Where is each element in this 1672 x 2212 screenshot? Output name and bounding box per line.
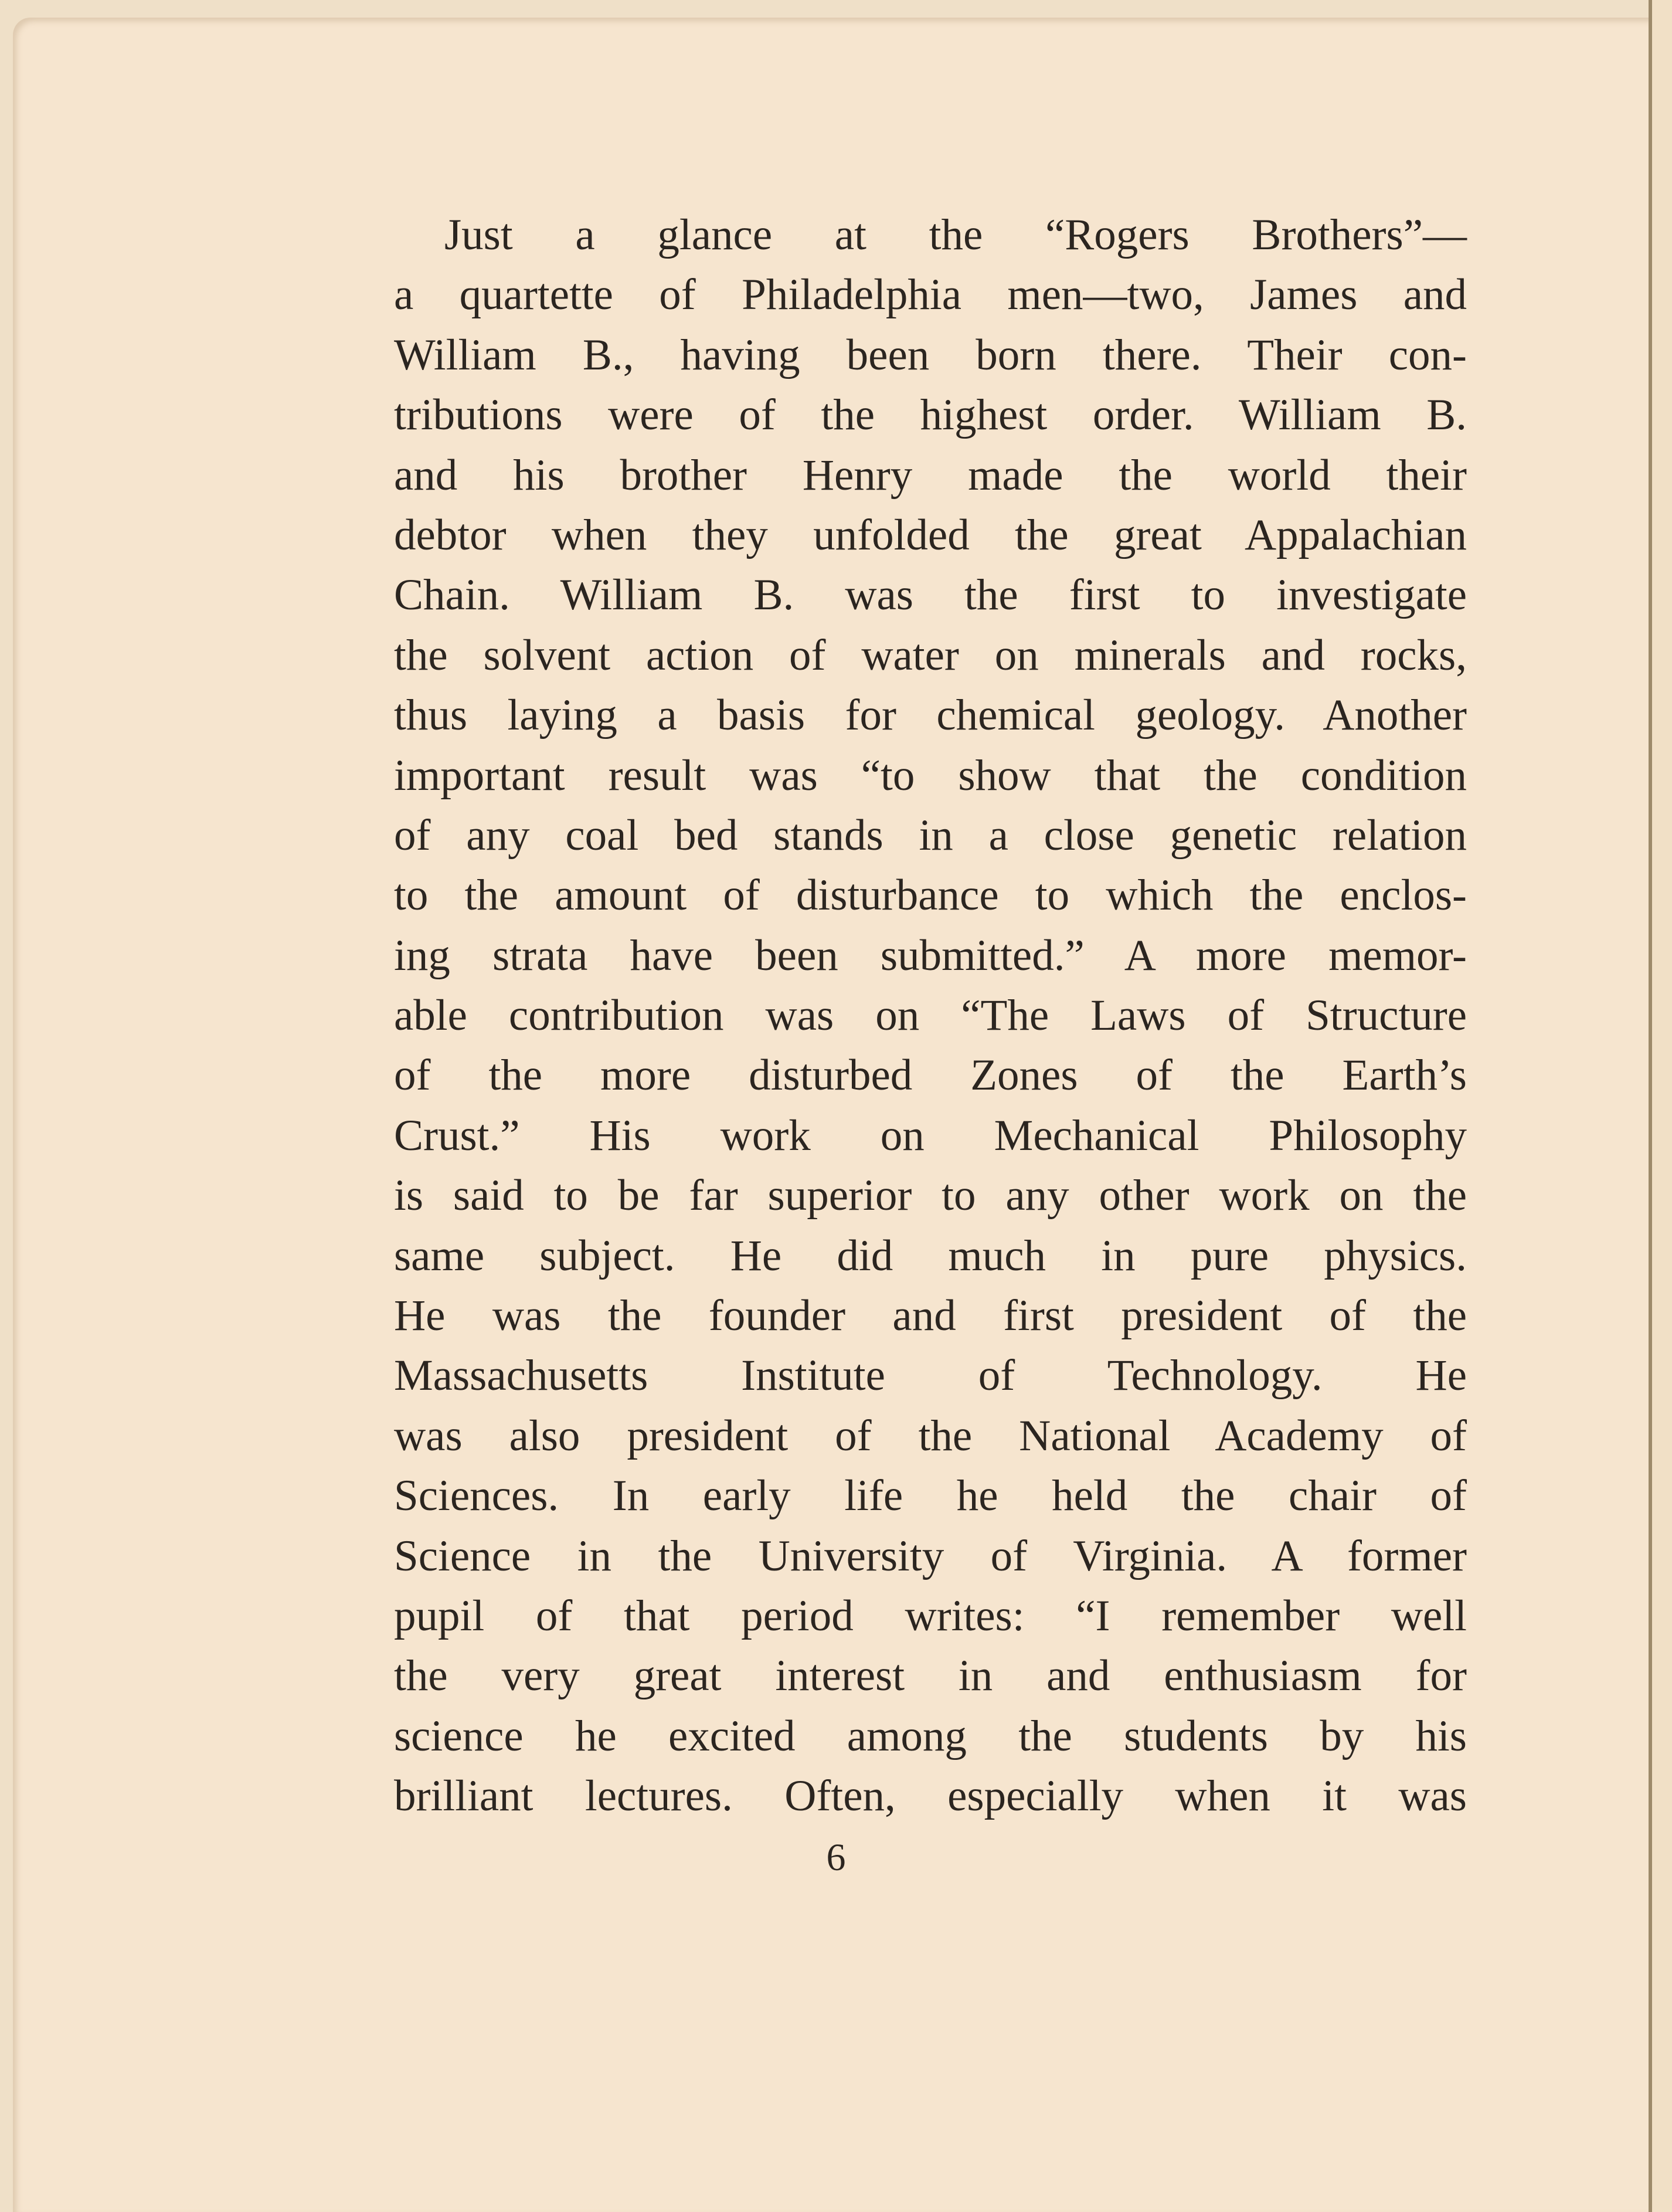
text-line: He was the founder and first president of the	[394, 1291, 1467, 1341]
text-line: Just a glance at the “Rogers Brothers”—	[444, 211, 1467, 259]
text-line: same subject. He did much in pure physics.	[394, 1231, 1467, 1280]
text-line: of any coal bed stands in a close genetic relation	[394, 810, 1467, 860]
text-line: Sciences. In early life he held the chair of	[394, 1471, 1467, 1521]
text-line: important result was “to show that the condition	[394, 751, 1467, 800]
text-line: the solvent action of water on minerals and rocks,	[394, 630, 1467, 680]
text-line: the very great interest in and enthusiasm for	[394, 1651, 1467, 1701]
text-line: was also president of the National Academy of	[394, 1411, 1467, 1460]
text-line: able contribution was on “The Laws of Structure	[394, 991, 1467, 1040]
text-line: Science in the University of Virginia. A former	[394, 1531, 1467, 1580]
text-line: William B., having been born there. Their con-	[394, 330, 1467, 379]
text-line: tributions were of the highest order. William B.	[394, 391, 1467, 440]
text-line: of the more disturbed Zones of the Earth’s	[394, 1051, 1467, 1100]
text-line: and his brother Henry made the world their	[394, 450, 1467, 500]
text-line: thus laying a basis for chemical geology. Another	[394, 691, 1467, 740]
text-line: pupil of that period writes: “I remember well	[394, 1591, 1467, 1640]
facing-page-edge	[1652, 0, 1672, 2212]
text-line: to the amount of disturbance to which the enclos-	[394, 871, 1467, 920]
text-line: Chain. William B. was the first to investigate	[394, 571, 1467, 620]
text-line: science he excited among the students by his	[394, 1711, 1467, 1760]
text-line: brilliant lectures. Often, especially when it was	[394, 1772, 1467, 1821]
text-line: ing strata have been submitted.” A more memor-	[394, 931, 1467, 980]
text-line: debtor when they unfolded the great Appalachian	[394, 510, 1467, 559]
page-number: 6	[826, 1836, 846, 1879]
body-text	[394, 205, 1467, 1827]
text-line: Massachusetts Institute of Technology. He	[394, 1351, 1467, 1400]
text-line: Crust.” His work on Mechanical Philosophy	[394, 1111, 1467, 1160]
text-line: a quartette of Philadelphia men—two, James and	[394, 270, 1467, 320]
text-line: is said to be far superior to any other work on the	[394, 1171, 1467, 1220]
